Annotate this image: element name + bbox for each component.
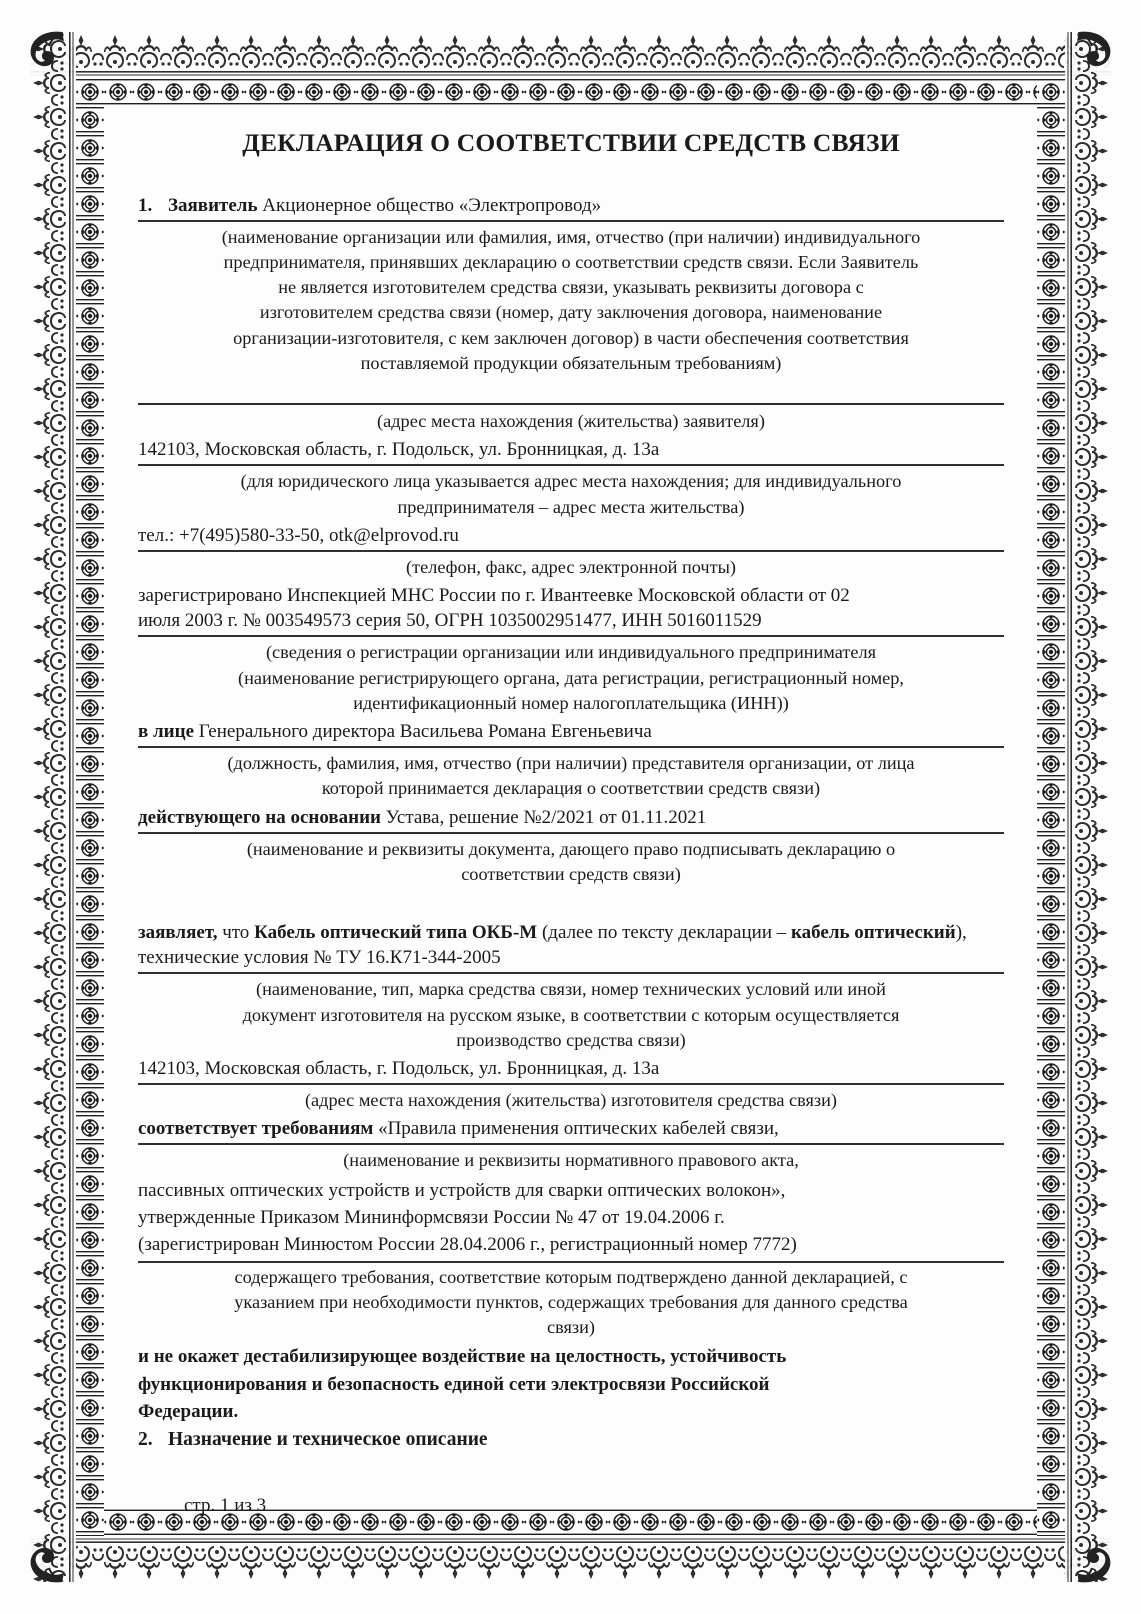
document-content — [138, 128, 1004, 1517]
manufacturer-address-value: 142103, Московская область, г. Подольск, ул. Бронницкая, д. 13а — [138, 1056, 1004, 1085]
authority-caption: (наименование и реквизиты документа, дающего право подписывать декларацию о соответствии средств связи) — [246, 838, 896, 884]
border-scroll-band-bottom — [30, 1536, 1111, 1582]
declaration-mid-text: (далее по тексту декларации – — [537, 922, 791, 944]
declaration-field — [138, 920, 1004, 974]
section-two-heading — [138, 1429, 1004, 1451]
registration-value: зарегистрировано Инспекцией МНС России по г. Ивантеевке Московской области от 02 июля 2003 г. № 003549573 серия 50, ОГРН 1035002951477, ИНН 5016011529 — [138, 583, 1004, 637]
applicant-address-note: (для юридического лица указывается адрес места нахождения; для индивидуального предпринимателя – адрес места жительства) — [240, 471, 902, 517]
representative-field — [138, 719, 1004, 748]
corner-flourish-icon — [22, 24, 74, 76]
applicant-value: Акционерное общество «Электропровод» — [262, 194, 602, 216]
conformity-value: «Правила применения оптических кабелей связи, — [378, 1118, 779, 1140]
applicant-address-value: 142103, Московская область, г. Подольск, ул. Бронницкая, д. 13а — [138, 437, 1004, 466]
section-two-title: Назначение и техническое описание — [168, 1429, 488, 1451]
representative-caption: (должность, фамилия, имя, отчество (при наличии) представителя организации, от лица которой принимается декларация о соответствии средств связи) — [227, 753, 915, 799]
conformity-after-caption: содержащего требования, соответствие которым подтверждено данной декларацией, с указанием при необходимости пунктов, содержащих требования для данного средства связи) — [234, 1266, 908, 1338]
authority-value: Устава, решение №2/2021 от 01.11.2021 — [385, 806, 707, 828]
authority-label: действующего на основании — [138, 806, 381, 828]
conformity-field — [138, 1116, 1004, 1145]
contacts-value: тел.: +7(495)580-33-50, otk@elprovod.ru — [138, 523, 1004, 552]
conformity-act-text: пассивных оптических устройств и устройств для сварки оптических волокон», утвержденные Приказом Мининформсвязи России № 47 от 19.04.2006 г. (зарегистрирован Минюстом России 28.04.2006 г., регистрационный номер 7772) — [138, 1177, 1004, 1263]
declaration-product-name: Кабель оптический типа ОКБ-М — [254, 922, 538, 944]
stability-statement: и не окажет дестабилизирующее воздействие на целостность, устойчивость функционирования и безопасность единой сети электросвязи Российской Федерации. — [138, 1346, 787, 1423]
authority-field — [138, 805, 1004, 834]
page-number: стр. 1 из 3 — [184, 1495, 267, 1517]
corner-flourish-icon — [1067, 24, 1119, 76]
rule-divider — [138, 403, 1004, 405]
border-scroll-band-right — [1065, 32, 1111, 1582]
declaration-lead-rest: что — [217, 922, 255, 944]
corner-flourish-icon — [22, 1538, 74, 1590]
corner-flourish-icon — [1067, 1538, 1119, 1590]
border-scroll-band-top — [30, 32, 1111, 78]
border-medallion-band-top — [76, 78, 1065, 106]
declaration-short-name: кабель оптический — [791, 922, 956, 944]
declaration-tail-text: ), технические условия № ТУ 16.К71-344-2005 — [138, 922, 967, 969]
conformity-caption: (наименование и реквизиты нормативного правового акта, — [343, 1150, 799, 1171]
declaration-caption: (наименование, тип, марка средства связи, номер технических условий или иной документ изготовителя на русском языке, в соответствии с которым осуществляется производство средства связи) — [242, 979, 900, 1050]
representative-value: Генерального директора Васильева Романа Евгеньевича — [198, 721, 652, 743]
applicant-address-caption: (адрес места нахождения (жительства) заявителя) — [377, 411, 765, 432]
border-medallion-band-right — [1037, 78, 1065, 1536]
applicant-label: Заявитель — [168, 194, 258, 216]
declaration-lead: заявляет, — [138, 922, 218, 944]
conformity-label: соответствует требованиям — [138, 1118, 374, 1140]
manufacturer-address-caption: (адрес места нахождения (жительства) изготовителя средства связи) — [304, 1090, 838, 1111]
applicant-field — [138, 193, 1004, 222]
border-medallion-band-left — [76, 78, 104, 1536]
registration-caption: (сведения о регистрации организации или индивидуального предпринимателя (наименование регистрирующего органа, дата регистрации, регистрационный номер, идентификационный номер налогоплательщика (ИНН)) — [238, 642, 904, 713]
representative-label: в лице — [138, 721, 194, 743]
page-title: ДЕКЛАРАЦИЯ О СООТВЕТСТВИИ СРЕДСТВ СВЯЗИ — [242, 128, 900, 157]
applicant-item-number: 1. — [138, 194, 153, 216]
section-two-number: 2. — [138, 1429, 153, 1451]
border-scroll-band-left — [30, 32, 76, 1582]
applicant-caption: (наименование организации или фамилия, имя, отчество (при наличии) индивидуального предпринимателя, принявших декларацию о соответствии средств связи. Если Заявитель не является изготовителем средства связи, указывать реквизиты договора с изготовителем средства связи (номер, дату заключения договора, наименование организации-изготовителя, с кем заключен договор) в части обеспечения соответствия поставляемой продукции обязательным требованиям) — [221, 226, 921, 373]
contacts-caption: (телефон, факс, адрес электронной почты) — [406, 556, 736, 577]
